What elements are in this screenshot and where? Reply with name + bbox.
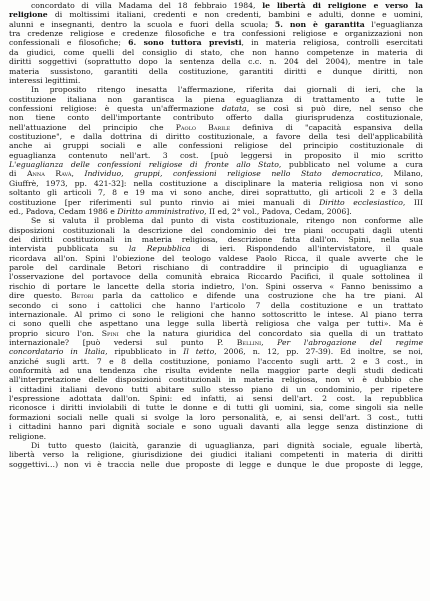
- text-segment: , in materia religiosa, controlli esercitati: [241, 38, 423, 48]
- italic-text: Individuo, gruppi, confessioni religiose nello Stato democratico: [84, 169, 381, 179]
- text-segment: di ieri. Rispondendo all'intervistatore, il quale: [190, 244, 423, 254]
- text-line: [9, 235, 423, 244]
- text-segment: , se così si può dire, nel senso che: [246, 103, 423, 113]
- text-line: [9, 132, 423, 141]
- text-line: [9, 450, 423, 459]
- text-line: [9, 291, 423, 300]
- text-segment: da giudici, come quelli del consiglio di stato, che non hanno competenze in materia di: [9, 47, 423, 57]
- smallcaps-text: P. Bellini: [217, 337, 262, 347]
- text-line: [9, 207, 423, 216]
- text-segment: conformità ad una tendenza che risulta evidente nella maggior parte degli studi dedicati: [9, 366, 423, 376]
- smallcaps-text: Anna Ravà: [26, 169, 72, 179]
- text-segment: intervista pubblicata su: [9, 244, 129, 254]
- text-line: [9, 338, 423, 347]
- paragraph: [9, 441, 423, 469]
- italic-text: Il tetto: [183, 347, 215, 357]
- text-segment: costituzione [per riferimenti sul punto rinvio ai miei manuali di: [9, 197, 320, 207]
- text-line: [9, 329, 423, 338]
- text-segment: disposizioni costituzionali la descrizione del condominio dei tre piani occupati dagli utenti: [9, 225, 423, 235]
- text-line: [9, 169, 423, 178]
- text-segment: religione.: [9, 431, 47, 441]
- text-line: [9, 357, 423, 366]
- text-segment: formazioni sociali nelle quali si svolge la loro personalità, e, ai sensi dell'art. 3 cost., tutti: [9, 412, 423, 422]
- smallcaps-text: Spini: [101, 328, 119, 338]
- document-body: [9, 1, 423, 469]
- text-line: [9, 67, 423, 76]
- text-line: [9, 319, 423, 328]
- paragraph: [9, 1, 423, 85]
- text-line: [9, 282, 423, 291]
- text-segment: eguaglianza contenuto nell'art. 3 cost. [può leggersi in proposito il mio scritto: [9, 150, 423, 160]
- italic-text: datata: [221, 103, 247, 113]
- text-segment: ed., Padova, Cedam 1986 e: [9, 206, 118, 216]
- text-segment: all'interpretazione delle disposizioni costituzionali in materia religiosa, non vi è dubbio che: [9, 375, 423, 385]
- smallcaps-text: Betori: [71, 291, 94, 301]
- text-segment: , pubblicato nel volume a cura: [278, 160, 423, 170]
- text-line: [9, 48, 423, 57]
- text-segment: costituzione", e dalla dottrina di diritto costituzionale, a favore della tesi dell'applicabilità: [9, 132, 423, 142]
- text-segment: , II ed, 2° vol., Padova, Cedam, 2006].: [204, 206, 352, 216]
- text-segment: i cittadini italiani devono tutti abitare sullo stesso piano di un condominio, per ripetere: [9, 384, 423, 394]
- bold-text: religione: [9, 10, 48, 20]
- text-line: [9, 347, 423, 356]
- bold-text: 6. sono tuttora previsti: [128, 38, 242, 48]
- text-segment: internazionale. Al primo ci sono le religioni che hanno sottoscritto le intese. Al piano terra: [9, 309, 423, 319]
- text-segment: In proposito ritengo inesatta l'affermazione, riferita dai giornali di ieri, che la: [31, 85, 423, 95]
- text-segment: materia sussistono, garantiti della costituzione, garantiti diritti e dunque diritti, non: [9, 66, 423, 76]
- bold-text: le libertà di religione e verso la: [262, 1, 423, 10]
- text-line: [9, 10, 423, 19]
- text-line: [9, 95, 423, 104]
- text-segment: ricordava all'on. Spini l'obiezione del teologo valdese Paolo Ricca, il quale avverte che le: [9, 253, 423, 263]
- text-segment: , Milano,: [380, 169, 423, 179]
- text-segment: Giuffrè, 1973, pp. 421-32]: nella costituzione a disciplinare la materia religiosa non vi sono: [9, 178, 423, 188]
- italic-text: concordatario in Italia: [9, 347, 106, 357]
- italic-text: L'eguaglianza delle confessioni religiose di fronte allo Stato: [9, 160, 279, 170]
- text-segment: anziché sugli artt. 7 e 8 della costituzione, poniamo l'accento sugli artt. 2 e 3 cost., in: [9, 356, 423, 366]
- text-line: [9, 310, 423, 319]
- text-segment: dire questo.: [9, 291, 72, 301]
- text-line: [9, 244, 423, 253]
- text-segment: interessi legittimi.: [9, 75, 81, 85]
- text-line: [9, 432, 423, 441]
- text-segment: confessionali e filosofiche;: [9, 38, 129, 48]
- text-line: [9, 1, 423, 10]
- text-segment: di: [9, 169, 27, 179]
- text-segment: ,: [71, 169, 85, 179]
- text-segment: libertà verso la religione, giurisdizione dei giudici italiani competenti in materia di diritti: [9, 450, 423, 460]
- text-line: [9, 254, 423, 263]
- text-segment: non tiene conto dell'importante contributo offerto dalla giurisprudenza costituzionale,: [9, 113, 423, 123]
- text-line: [9, 441, 423, 450]
- italic-text: Per l'abrogazione del regime: [277, 337, 423, 347]
- text-line: [9, 29, 423, 38]
- text-segment: l'espressione adottata dall'on. Spini: ed infatti, ai sensi dell'art. 2 cost. la repubblica: [9, 394, 423, 404]
- text-line: [9, 38, 423, 47]
- text-segment: soggettivi…) non vi è traccia nelle due proposte di legge e dunque le due proposte di legge,: [9, 459, 423, 469]
- text-line: [9, 375, 423, 384]
- text-line: [9, 104, 423, 113]
- text-line: [9, 20, 423, 29]
- text-segment: di moltissimi italiani, credenti e non credenti, bambini e adulti, donne e uomini,: [47, 10, 423, 20]
- text-segment: , III: [402, 197, 423, 207]
- text-line: [9, 413, 423, 422]
- text-line: [9, 272, 423, 281]
- text-line: [9, 301, 423, 310]
- text-line: [9, 123, 423, 132]
- text-line: [9, 394, 423, 403]
- text-line: [9, 179, 423, 188]
- text-line: [9, 263, 423, 272]
- text-segment: definiva di "capacità espansiva della: [230, 122, 423, 132]
- text-segment: Se si valuta il problema dal punto di vista costituzionale, ritengo non conforme alle: [31, 216, 423, 226]
- text-segment: nell'attuazione del principio che: [9, 122, 176, 132]
- text-segment: parole del cardinale Betori rischiano di contraddire il principio di uguaglianza e: [9, 263, 423, 273]
- text-segment: concordato di villa Madama del 18 febbraio 1984,: [31, 1, 263, 10]
- text-line: [9, 403, 423, 412]
- text-line: [9, 141, 423, 150]
- text-segment: ,: [261, 337, 278, 347]
- text-line: [9, 216, 423, 225]
- text-segment: soltanto gli articoli 7, 8 e 19 ma vi sono anche, direi soprattutto, gli articoli 2 e 3 della: [9, 188, 423, 198]
- text-line: [9, 160, 423, 169]
- text-segment: , 2006, n. 12, pp. 27-39). Ed inoltre, se noi,: [214, 347, 423, 357]
- text-line: [9, 366, 423, 375]
- text-segment: , ripubblicato in: [105, 347, 184, 357]
- text-segment: tra credenze religiose e credenze filosofiche e tra confessioni religiose e organizzazioni non: [9, 29, 423, 39]
- text-line: [9, 198, 423, 207]
- text-line: [9, 422, 423, 431]
- italic-text: Diritto ecclesiastico: [319, 197, 403, 207]
- text-line: [9, 85, 423, 94]
- text-segment: costituzione italiana non garantisca la piena eguaglianza di trattamento a tutte le: [9, 94, 423, 104]
- text-line: [9, 57, 423, 66]
- text-line: [9, 188, 423, 197]
- text-segment: internazionale? [può vedersi sul punto: [9, 337, 218, 347]
- text-segment: l'osservazione del portavoce della comunità ebraica Riccardo Pacifici, il quale sottolinea il: [9, 272, 423, 282]
- smallcaps-text: Paolo Barile: [175, 122, 231, 132]
- text-segment: dei diritti costituzionali in materia religiosa, descrizione fatta dall'on. Spini, nella sua: [9, 234, 423, 244]
- text-segment: alunni e insegnanti, dentro la scuola e fuori della scuola;: [9, 19, 275, 29]
- text-segment: ci sono quelli che aspettano una legge sulla libertà religiosa che valga per tutti». Ma è: [9, 319, 423, 329]
- text-segment: che la natura giuridica del concordato sia quella di un trattato: [118, 328, 423, 338]
- text-segment: i cittadini hanno pari dignità sociale e sono uguali davanti alla legge senza distinzione di: [9, 422, 423, 432]
- paragraph: [9, 85, 423, 216]
- text-segment: rischio di portare le lancette della storia indietro, l'on. Spini osserva « Fanno benissimo a: [9, 281, 423, 291]
- text-segment: riconosce i diritti inviolabili di tutte le donne e di tutti gli uomini, sia, come singoli sia nelle: [9, 403, 423, 413]
- bold-text: 5. non è garantita: [274, 19, 365, 29]
- text-line: [9, 151, 423, 160]
- text-segment: parla da cattolico e difende una costruzione che ha tre piani. Al: [93, 291, 423, 301]
- text-line: [9, 226, 423, 235]
- paragraph: [9, 216, 423, 441]
- text-segment: Di tutto questo (laicità, garanzie di uguaglianza, pari dignità sociale, eguale libertà,: [31, 440, 423, 450]
- text-segment: secondo ci sono i cattolici che hanno l'articolo 7 della costituzione e un trattato: [9, 300, 423, 310]
- italic-text: la Repubblica: [128, 244, 191, 254]
- text-line: [9, 460, 423, 469]
- text-segment: confessioni religiose: è questa un'affermazione: [9, 103, 222, 113]
- text-line: [9, 113, 423, 122]
- text-segment: diritti soggettivi (soprattutto dopo la sentenza della c.c. n. 204 del 2004), mentre in tale: [9, 57, 423, 67]
- text-segment: anche ai gruppi sociali e alle confessioni religiose del principio costituzionale di: [9, 141, 423, 151]
- text-line: [9, 76, 423, 85]
- text-segment: proprio sicuro l'on.: [9, 328, 102, 338]
- text-segment: l'eguaglianza: [364, 19, 423, 29]
- text-line: [9, 385, 423, 394]
- italic-text: Diritto amministrativo: [117, 206, 205, 216]
